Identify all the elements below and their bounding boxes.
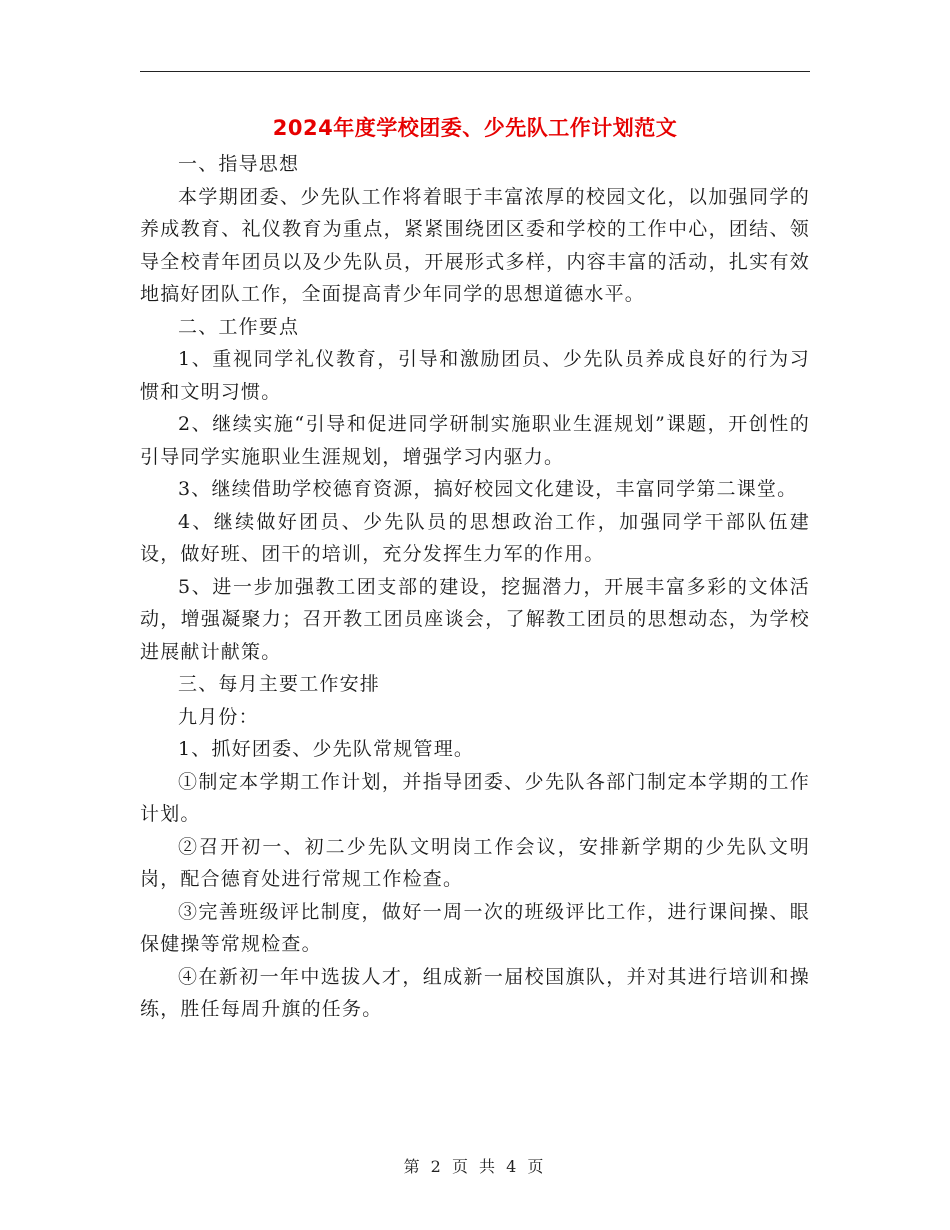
- paragraph: ④在新初一年中选拔人才，组成新一届校国旗队，并对其进行培训和操练，胜任每周升旗的任务。: [140, 965, 810, 1020]
- paragraph: 1、抓好团委、少先队常规管理。: [178, 738, 475, 760]
- section-heading: 一、指导思想: [178, 153, 300, 175]
- section-heading: 二、工作要点: [178, 315, 300, 338]
- document-body: [140, 148, 810, 1026]
- paragraph: 2、继续实施“引导和促进同学研制实施职业生涯规划”课题，开创性的引导同学实施职业生涯规划，增强学习内驱力。: [140, 413, 810, 468]
- paragraph: 3、继续借助学校德育资源，搞好校园文化建设，丰富同学第二课堂。: [178, 478, 798, 500]
- paragraph: 4、继续做好团员、少先队员的思想政治工作，加强同学干部队伍建设，做好班、团干的培训，充分发挥生力军的作用。: [140, 510, 810, 565]
- page-number: 第 2 页 共 4 页: [403, 1157, 547, 1176]
- header-rule: [140, 71, 810, 72]
- section-heading: 三、每月主要工作安排: [178, 673, 381, 695]
- paragraph: 5、进一步加强教工团支部的建设，挖掘潜力，开展丰富多彩的文体活动，增强凝聚力；召开教工团员座谈会，了解教工团员的思想动态，为学校进展献计献策。: [140, 575, 810, 663]
- month-heading: 九月份：: [178, 705, 259, 728]
- paragraph: 本学期团委、少先队工作将着眼于丰富浓厚的校园文化，以加强同学的养成教育、礼仪教育为重点，紧紧围绕团区委和学校的工作中心，团结、领导全校青年团员以及少先队员，开展形式多样，内容丰富的活动，扎实有效地搞好团队工作，全面提高青少年同学的思想道德水平。: [140, 185, 810, 305]
- document-title: 2024年度学校团委、少先队工作计划范文: [272, 116, 678, 140]
- paragraph: ②召开初一、初二少先队文明岗工作会议，安排新学期的少先队文明岗，配合德育处进行常规工作检查。: [140, 835, 810, 890]
- paragraph: 1、重视同学礼仪教育，引导和激励团员、少先队员养成良好的行为习惯和文明习惯。: [140, 348, 810, 403]
- paragraph: ①制定本学期工作计划，并指导团委、少先队各部门制定本学期的工作计划。: [140, 770, 810, 825]
- paragraph: ③完善班级评比制度，做好一周一次的班级评比工作，进行课间操、眼保健操等常规检查。: [140, 900, 810, 955]
